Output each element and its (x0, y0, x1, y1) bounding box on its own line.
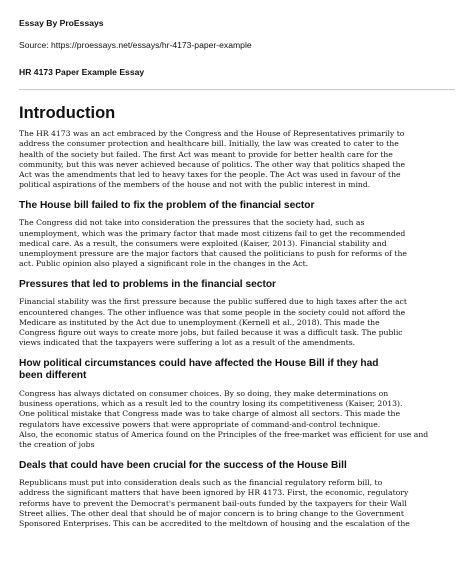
section-heading-deals (19, 460, 455, 473)
introduction-heading: Introduction (19, 104, 116, 122)
text-line: Act was the amendments that led to heavy taxes for the people. The Act was used in favour of the (19, 170, 401, 180)
text-line: Street allies. The other deal that should be of major concern is to bring change to the Government (19, 508, 404, 518)
heading-line: How political circumstances could have affected the House Bill if they had (19, 357, 379, 369)
essay-title: HR 4173 Paper Example Essay (19, 67, 145, 77)
text-line: Medicare as instituted by the Act due to unemployment (Kernell et al., 2018). This made the (19, 317, 380, 327)
heading-line: Deals that could have been crucial for the success of the House Bill (19, 459, 347, 471)
text-line: community, but this was never achieved because of politics. The other way that politics shaped the (19, 159, 406, 169)
text-line: political aspirations of the members of the house and not with the public interest in mind. (19, 180, 371, 190)
text-line: unemployment, which was the primary factor that made most citizens fail to get the recommended (19, 228, 406, 238)
section-paragraph-political-circumstances (19, 389, 455, 451)
text-line: health of the society but failed. The first Act was meant to provide for better health care for the (19, 149, 393, 159)
section-paragraph-deals (19, 478, 455, 529)
section-paragraph-financial-sector (19, 218, 455, 269)
text-line: medical care. As a result, the consumers were exploited (Kaiser, 2013). Financial stability and (19, 238, 387, 248)
text-line: encountered changes. The other influence was that some people in the society could not afford the (19, 307, 406, 317)
text-line: The HR 4173 was an act embraced by the Congress and the House of Representatives primarily to (19, 129, 405, 138)
text-line: Congress has always dictated on consumer choices. By so doing, they make determinations on (19, 388, 389, 398)
text-line: act. Public opinion also played a significant role in the changes in the Act. (19, 259, 309, 269)
source-url: Source: https://proessays.net/essays/hr-4173-paper-example (19, 40, 252, 50)
text-line: regulators have excessive powers that were appropriate of command-and-control technique. (19, 419, 381, 429)
section-heading-pressures (19, 279, 455, 292)
heading-line: been different (19, 370, 87, 382)
section-heading-financial-sector (19, 200, 455, 213)
text-line: the creation of jobs (19, 440, 95, 450)
text-line: The Congress did not take into consideration the pressures that the society had, such as (19, 218, 365, 228)
heading-line: The House bill failed to fix the problem of the financial sector (19, 199, 315, 211)
text-line: Republicans must put into consideration deals such as the financial regulatory reform bill, to (19, 478, 383, 488)
text-line: Financial stability was the first pressure because the public suffered due to high taxes after the act (19, 297, 407, 307)
text-line: views indicated that the taxpayers were suffering a lot as a result of the amendments. (19, 338, 356, 348)
heading-line: Pressures that led to problems in the financial sector (19, 278, 277, 290)
section-paragraph-pressures (19, 297, 455, 348)
title-divider (19, 89, 455, 90)
text-line: Also, the economic status of America found on the Principles of the free-market was efficient for use and (19, 429, 429, 439)
essay-source-label: Essay By ProEssays (19, 18, 104, 28)
text-line: address the consumer protection and healthcare bill. Initially, the law was created to cater to the (19, 139, 399, 149)
text-line: business operations, which as a result led to the country losing its competitiveness (Kaiser, 2013). (19, 399, 403, 409)
text-line: unemployment pressure are the major factors that caused the politicians to push for reforms of the (19, 249, 407, 259)
text-line: One political mistake that Congress made was to take charge of almost all sectors. This made the (19, 409, 401, 419)
intro-paragraph (19, 129, 455, 191)
text-line: reforms have to prevent the Democrat's permanent bail-outs funded by the taxpayers for their Wall (19, 498, 407, 508)
text-line: Congress figure out ways to create more jobs, but failed because it was a difficult task. The public (19, 328, 403, 338)
text-line: address the significant matters that have been ignored by HR 4173. First, the economic, regulatory (19, 488, 409, 498)
text-line: Sponsored Enterprises. This can be accredited to the meltdown of housing and the escalation of the (19, 519, 410, 529)
section-heading-political-circumstances (19, 358, 455, 383)
